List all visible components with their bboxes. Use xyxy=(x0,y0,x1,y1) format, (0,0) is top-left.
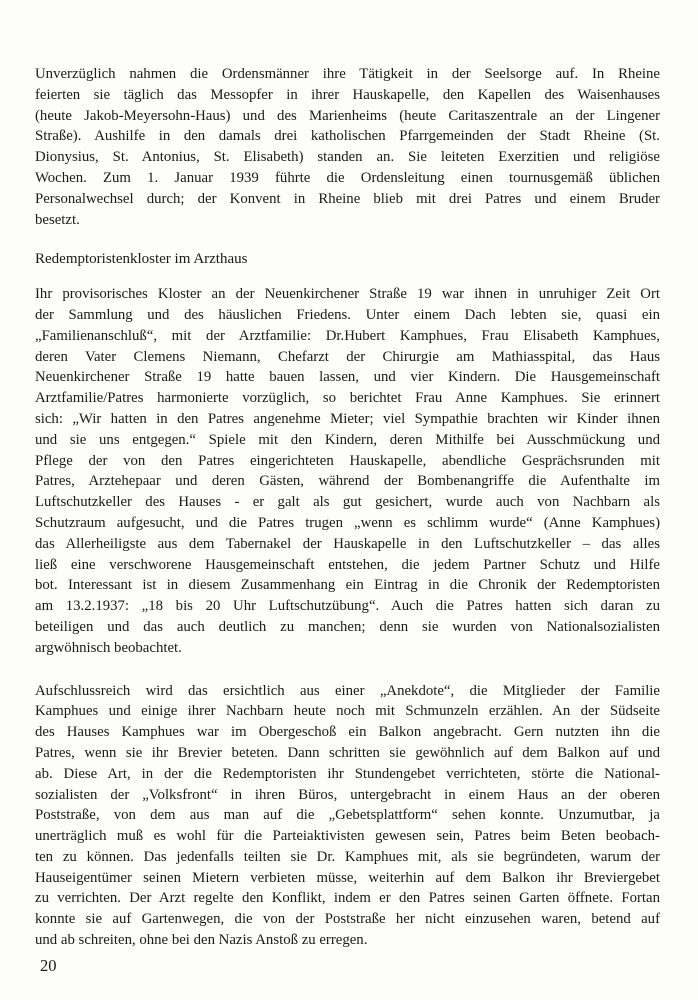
text-line: ab. Diese Art, in der die Redemptoristen ihr Stundengebet verrichteten, störte die National- xyxy=(35,765,660,782)
text-line: Personalwechsel durch; der Konvent in Rheine blieb mit drei Patres und einem Bruder xyxy=(35,190,660,207)
text-line: deren Vater Clemens Niemann, Chefarzt der Chirurgie am Mathiasspital, das Haus xyxy=(35,348,660,365)
text-line: sich: „Wir hatten in den Patres angenehme Mieter; viel Sympathie brachten wir Kinder ihnen xyxy=(35,410,660,427)
text-line: ten zu können. Das jedenfalls teilten sie Dr. Kamphues mit, als sie begründeten, warum der xyxy=(35,848,660,865)
text-line: Kamphues und einige ihrer Nachbarn heute noch mit Schmunzeln erzählen. An der Südseite xyxy=(35,703,660,720)
text-line: Dionysius, St. Antonius, St. Elisabeth) standen an. Sie leiteten Exerzitien und religiöse xyxy=(35,149,660,166)
text-line: Straße). Aushilfe in den damals drei katholischen Pfarrgemeinden der Stadt Rheine (St. xyxy=(35,128,660,145)
text-line: konnte sie auf Gartenwegen, die von der Poststraße her nicht einzusehen waren, betend auf xyxy=(35,911,660,928)
text-line: Ihr provisorisches Kloster an der Neuenkirchener Straße 19 war ihnen in unruhiger Zeit Ort xyxy=(35,286,660,303)
text-line: unerträglich muß es wohl für die Parteiaktivisten gewesen sein, Patres beim Beten beobach- xyxy=(35,828,660,845)
text-line: Patres, Arztehepaar und deren Gästen, während der Bombenangriffe die Aufenthalte im xyxy=(35,473,660,490)
text-column xyxy=(35,64,660,951)
text-line: Hauseigentümer seinen Mietern verbieten müsse, weiterhin auf dem Balkon ihr Breviergebet xyxy=(35,869,660,886)
paragraph-kloster-arzthaus xyxy=(35,284,660,658)
page-number: 20 xyxy=(40,956,57,975)
text-line: der Sammlung und des häuslichen Friedens. Unter einem Dach lebten sie, quasi ein xyxy=(35,306,660,323)
section-heading: Redemptoristenkloster im Arzthaus xyxy=(35,251,248,268)
text-line: Aufschlussreich wird das ersichtlich aus einer „Anekdote“, die Mitglieder der Familie xyxy=(35,682,660,699)
text-line: Neuenkirchener Straße 19 hatte bauen lassen, und vier Kindern. Die Hausgemeinschaft xyxy=(35,369,660,386)
text-line: zu verrichten. Der Arzt regelte den Konflikt, indem er den Patres seinen Garten öffnete. Fortan xyxy=(35,890,660,907)
text-line: beteiligen und das auch deutlich zu manchen; denn sie wurden von Nationalsozialisten xyxy=(35,618,660,635)
text-line: Schutzraum aufgesucht, und die Patres trugen „wenn es schlimm wurde“ (Anne Kamphues) xyxy=(35,514,660,531)
paragraph-anekdote xyxy=(35,681,660,951)
text-line: des Hauses Kamphues war im Obergeschoß ein Balkon angebracht. Gern nutzten ihn die xyxy=(35,724,660,741)
text-line: bot. Interessant ist in diesem Zusammenhang ein Eintrag in die Chronik der Redemptoristen xyxy=(35,577,660,594)
text-line: Patres, wenn sie ihr Brevier beteten. Dann schritten sie gewöhnlich auf dem Balkon auf und xyxy=(35,744,660,761)
text-line: feierten sie täglich das Messopfer in ihrer Hauskapelle, den Kapellen des Waisenhauses xyxy=(35,86,660,103)
text-line: ließ eine verschworene Hausgemeinschaft entstehen, die jedem Partner Schutz und Hilfe xyxy=(35,556,660,573)
text-line: und sie uns entgegen.“ Spiele mit den Kindern, deren Mithilfe bei Ausschmückung und xyxy=(35,431,660,448)
text-line: das Allerheiligste aus dem Tabernakel der Hauskapelle in den Luftschutzkeller – das alles xyxy=(35,535,660,552)
text-line: am 13.2.1937: „18 bis 20 Uhr Luftschutzübung“. Auch die Patres hatten sich daran zu xyxy=(35,598,660,615)
text-line: Poststraße, von dem aus man auf die „Gebetsplattform“ sehen konnte. Unzumutbar, ja xyxy=(35,807,660,824)
text-line: Pflege der von den Patres eingerichteten Hauskapelle, abendliche Gesprächsrunden mit xyxy=(35,452,660,469)
text-line: „Familienanschluß“, mit der Arztfamilie: Dr.Hubert Kamphues, Frau Elisabeth Kamphues, xyxy=(35,327,660,344)
text-line: Unverzüglich nahmen die Ordensmänner ihre Tätigkeit in der Seelsorge auf. In Rheine xyxy=(35,66,660,82)
text-line: argwöhnisch beobachtet. xyxy=(35,639,182,656)
text-line: sozialisten der „Volksfront“ in ihren Büros, untergebracht in einem Haus an der oberen xyxy=(35,786,660,803)
text-line: besetzt. xyxy=(35,211,80,228)
text-line: und ab schreiten, ohne bei den Nazis Anstoß zu erregen. xyxy=(35,932,368,949)
text-line: Wochen. Zum 1. Januar 1939 führte die Ordensleitung einen tournusgemäß üblichen xyxy=(35,169,660,186)
text-line: (heute Jakob-Meyersohn-Haus) und des Marienheims (heute Caritaszentrale an der Lingener xyxy=(35,107,660,124)
text-line: Arztfamilie/Patres harmonierte vorzüglich, so berichtet Frau Anne Kamphues. Sie erinnert xyxy=(35,390,660,407)
paragraph-seelsorge xyxy=(35,64,660,230)
text-line: Luftschutzkeller des Hauses - er galt als gut gesichert, wurde auch von Nachbarn als xyxy=(35,494,660,511)
